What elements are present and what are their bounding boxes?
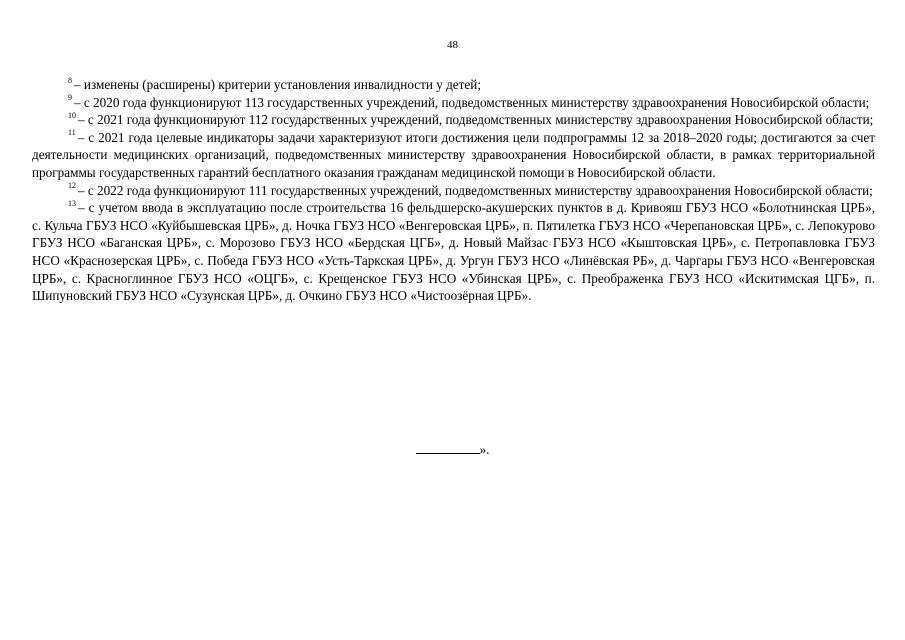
footnote-text: – с 2020 года функционируют 113 государственных учреждений, подведомственных министерству здравоохранения Новосибирской области; [74, 94, 870, 110]
footnote-mark: 12 [68, 181, 76, 191]
footnote-text: – с 2021 года целевые индикаторы задачи характеризуют итоги достижения цели подпрограммы 12 за 2018–2020 годы; достигаются за счет деятельности медицинских организаций, подведомственных министерству здравоохранения Новосибирской области, в рамках территориальной программы государственных гарантий бесплатного оказания гражданам медицинской помощи в Новосибирской области. [32, 129, 875, 180]
footnote-text: – изменены (расширены) критерии установления инвалидности у детей; [74, 77, 481, 92]
footnote-10 [32, 111, 875, 129]
footnote-mark: 13 [68, 198, 76, 208]
closing-suffix: ». [479, 442, 490, 457]
page-number: 48 [447, 39, 458, 51]
footnote-9 [32, 94, 875, 112]
footnote-13 [32, 199, 875, 305]
footnote-text: – с учетом ввода в эксплуатацию после строительства 16 фельдшерско-акушерских пунктов в д. Кривояш ГБУЗ НСО «Болотнинская ЦРБ», с. Кульча ГБУЗ НСО «Куйбышевская ЦРБ», д. Ночка ГБУЗ НСО «Венгеровская ЦРБ», п. Пятилетка ГБУЗ НСО «Черепановская ЦРБ», с. Лепокурово ГБУЗ НСО «Баганская ЦРБ», с. Морозово ГБУЗ НСО «Бердская ЦГБ», д. Новый Майзас ГБУЗ НСО «Кыштовская ЦРБ», с. Петропавловка ГБУЗ НСО «Краснозерская ЦРБ», с. Победа ГБУЗ НСО «Усть-Таркская ЦРБ», д. Ургун ГБУЗ НСО «Линёвская РБ», д. Чаргары ГБУЗ НСО «Венгеровская ЦРБ», с. Красноглинное ГБУЗ НСО «ОЦГБ», с. Крещенское ГБУЗ НСО «Убинская ЦРБ», с. Преображенка ГБУЗ НСО «Искитимская ЦГБ», п. Шипуновский ГБУЗ НСО «Сузунская ЦРБ», д. Очкино ГБУЗ НСО «Чистоозёрная ЦРБ». [32, 200, 875, 304]
footnote-text: – с 2022 года функционируют 111 государственных учреждений, подведомственных министерству здравоохранения Новосибирской области; [78, 182, 873, 198]
footnotes [32, 76, 875, 305]
footnote-8 [32, 76, 875, 94]
footnote-mark: 9 [68, 93, 72, 103]
closing-rule [416, 441, 480, 454]
footnote-12 [32, 182, 875, 200]
footnote-11 [32, 129, 875, 182]
footnote-mark: 11 [68, 128, 76, 138]
footnote-text: – с 2021 года функционируют 112 государственных учреждений, подведомственных министерству здравоохранения Новосибирской области; [78, 112, 874, 128]
closing-line [0, 441, 905, 458]
footnote-mark: 8 [68, 75, 72, 85]
footnote-mark: 10 [68, 110, 76, 120]
